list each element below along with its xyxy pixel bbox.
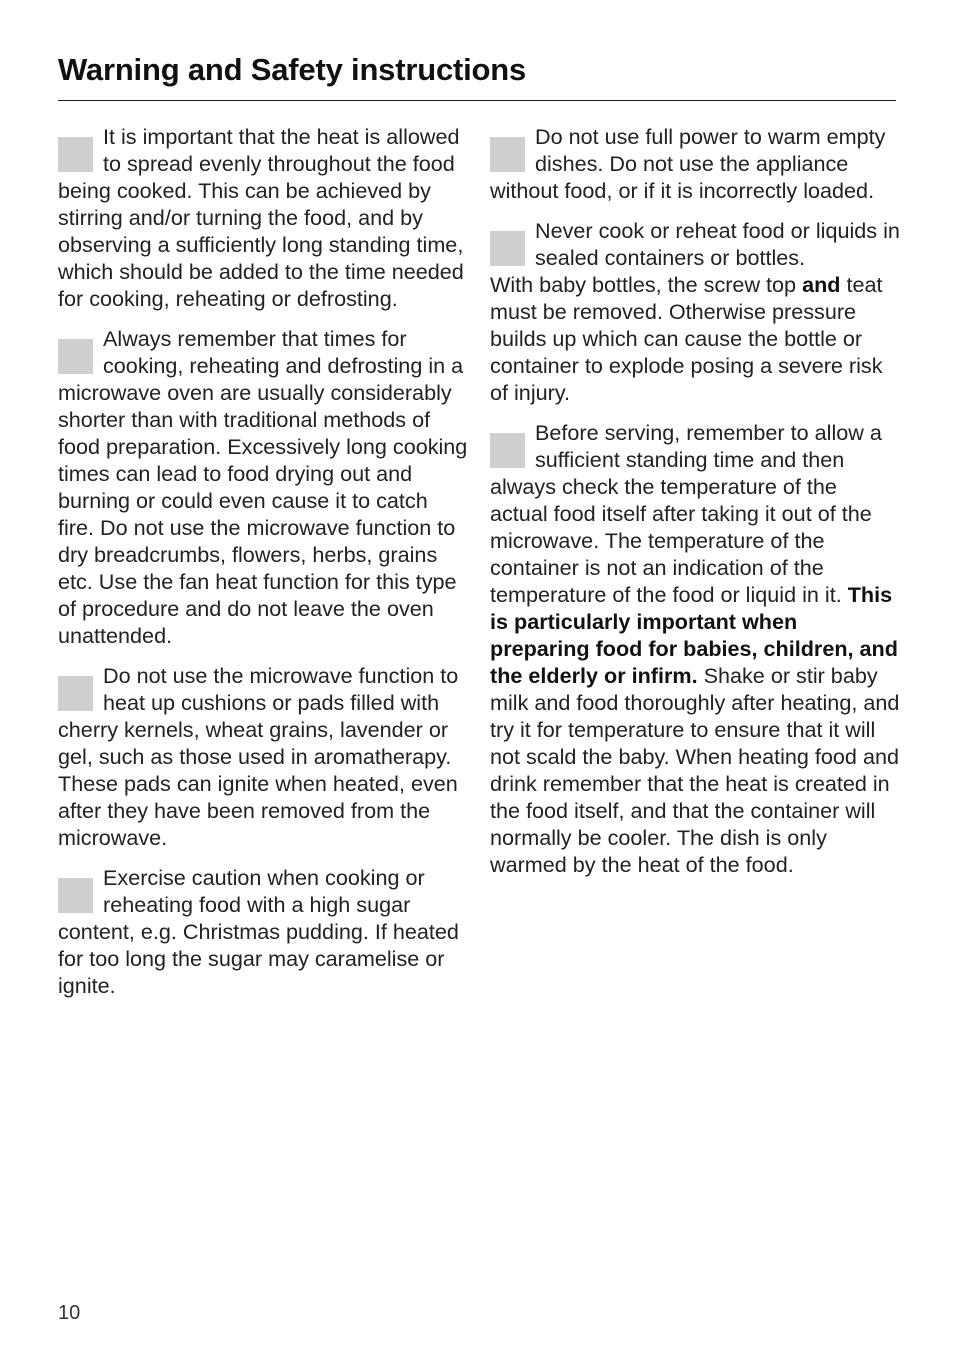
text-run: With baby bottles, the screw top [490, 272, 803, 297]
safety-paragraph [58, 662, 468, 851]
paragraph-text: Never cook or reheat food or liquids in sealed containers or bottles. [535, 218, 900, 270]
safety-paragraph [490, 419, 900, 878]
paragraph-text: Do not use full power to warm empty dishes. Do not use the appliance without food, or if it is incorrectly loaded. [490, 124, 886, 203]
emphasis-text: This is particularly important when preparing food for babies, children, and the elderly or infirm. [490, 582, 898, 688]
warning-marker-icon [490, 433, 525, 468]
left-column [58, 123, 468, 1012]
safety-paragraph [490, 217, 900, 406]
warning-marker-icon [58, 676, 93, 711]
text-run: Shake or stir baby milk and food thoroughly after heating, and try it for temperature to ensure that it will not scald the baby. When heating food and drink remember that the heat is created in the food itself, and that the container will normally be cooler. The dish is only warmed by the heat of the food. [490, 663, 900, 877]
page-title: Warning and Safety instructions [58, 52, 527, 87]
safety-paragraph [58, 325, 468, 649]
text-run: teat must be removed. Otherwise pressure builds up which can cause the bottle or container to explode posing a severe risk of injury. [490, 272, 883, 405]
warning-marker-icon [490, 231, 525, 266]
safety-paragraph [58, 123, 468, 312]
paragraph-text: Exercise caution when cooking or reheating food with a high sugar content, e.g. Christmas pudding. If heated for too long the sugar may caramelise or ignite. [58, 865, 459, 998]
text-run: Before serving, remember to allow a sufficient standing time and then always check the temperature of the actual food itself after taking it out of the microwave. The temperature of the container is not an indication of the temperature of the food or liquid in it. [490, 420, 882, 607]
safety-paragraph [58, 864, 468, 999]
paragraph-text: It is important that the heat is allowed to spread evenly throughout the food being cooked. This can be achieved by stirring and/or turning the food, and by observing a sufficiently long standing time, which should be added to the time needed for cooking, reheating or defrosting. [58, 124, 464, 311]
title-divider [58, 100, 896, 101]
warning-marker-icon [58, 339, 93, 374]
warning-marker-icon [490, 137, 525, 172]
emphasis-text: and [802, 272, 841, 297]
paragraph-text [490, 271, 900, 406]
warning-marker-icon [58, 878, 93, 913]
warning-marker-icon [58, 137, 93, 172]
right-column [490, 123, 900, 891]
safety-paragraph [490, 123, 900, 204]
page-number: 10 [58, 1302, 81, 1324]
paragraph-text: Always remember that times for cooking, reheating and defrosting in a microwave oven are usually considerably shorter than with traditional methods of food preparation. Excessively long cooking times can lead to food drying out and burning or could even cause it to catch fire. Do not use the microwave function to dry breadcrumbs, flowers, herbs, grains etc. Use the fan heat function for this type of procedure and do not leave the oven unattended. [58, 326, 468, 648]
paragraph-text: Do not use the microwave function to heat up cushions or pads filled with cherry kernels, wheat grains, lavender or gel, such as those used in aromatherapy. These pads can ignite when heated, even after they have been removed from the microwave. [58, 663, 459, 850]
